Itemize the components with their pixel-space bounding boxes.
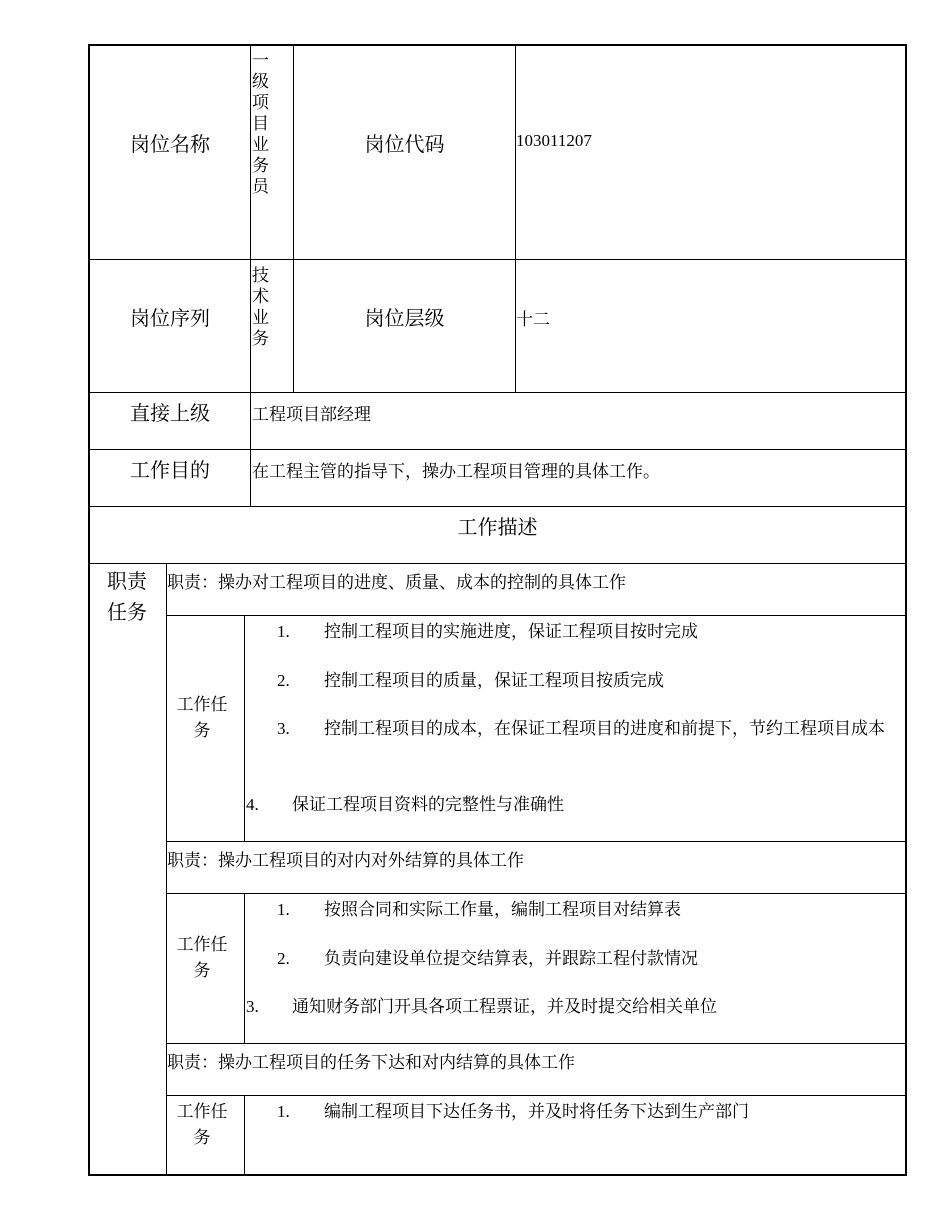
- purpose-value: 在工程主管的指导下，操办工程项目管理的具体工作。: [252, 462, 660, 481]
- border-left: [88, 44, 90, 1176]
- task-item: [277, 716, 889, 741]
- task-item: [277, 668, 664, 693]
- task-text: 保证工程项目资料的完整性与准确性: [292, 795, 564, 814]
- task-text: 控制工程项目的质量，保证工程项目按质完成: [324, 671, 664, 690]
- task-number: 1.: [277, 1102, 290, 1121]
- row-divider: [88, 563, 907, 564]
- row-divider: [166, 1095, 907, 1096]
- task-text: 按照合同和实际工作量，编制工程项目对结算表: [324, 900, 681, 919]
- post-code-label: 岗位代码: [364, 134, 445, 156]
- section-title: 工作描述: [457, 517, 538, 539]
- task-text: 控制工程项目的实施进度，保证工程项目按时完成: [324, 622, 698, 641]
- duty-title: 职责：操办对工程项目的进度、质量、成本的控制的具体工作: [167, 573, 626, 592]
- row-divider: [88, 449, 907, 450]
- row-divider: [88, 506, 907, 507]
- task-item: [277, 897, 681, 922]
- row-divider: [166, 615, 907, 616]
- task-item: [246, 994, 717, 1019]
- task-text: 编制工程项目下达任务书，并及时将任务下达到生产部门: [324, 1102, 749, 1121]
- superior-label: 直接上级: [130, 403, 210, 425]
- post-name-value: 一级项目业务员: [252, 51, 269, 196]
- row-divider: [88, 392, 907, 393]
- post-series-value: 技术业务: [252, 266, 269, 348]
- post-series-label: 岗位序列: [130, 308, 210, 330]
- task-item: [246, 792, 564, 817]
- col-divider: [244, 1095, 245, 1175]
- task-number: 2.: [277, 671, 290, 690]
- task-number: 2.: [277, 949, 290, 968]
- task-item: [277, 1099, 749, 1124]
- col-divider: [515, 44, 516, 392]
- task-text: 负责向建设单位提交结算表，并跟踪工程付款情况: [324, 949, 698, 968]
- work-task-label: 工作任务: [176, 1102, 228, 1147]
- col-divider: [250, 44, 251, 506]
- task-item: [277, 619, 698, 644]
- post-code-value: 103011207: [516, 131, 592, 150]
- duty-task-label: 职责任务: [107, 571, 147, 624]
- task-text: 控制工程项目的成本，在保证工程项目的进度和前提下，节约工程项目成本: [324, 719, 885, 738]
- border-right: [905, 44, 907, 1176]
- post-name-label: 岗位名称: [130, 134, 210, 156]
- col-divider: [293, 44, 294, 392]
- border-bottom: [88, 1174, 907, 1176]
- row-divider: [88, 259, 907, 260]
- row-divider: [166, 893, 907, 894]
- purpose-label: 工作目的: [130, 460, 210, 482]
- task-number: 3.: [246, 997, 259, 1016]
- task-number: 1.: [277, 622, 290, 641]
- task-item: [277, 946, 698, 971]
- task-text: 通知财务部门开具各项工程票证，并及时提交给相关单位: [292, 997, 717, 1016]
- row-divider: [166, 1043, 907, 1044]
- post-level-value: 十二: [516, 310, 550, 329]
- duty-title: 职责：操办工程项目的对内对外结算的具体工作: [167, 851, 524, 870]
- post-level-label: 岗位层级: [364, 308, 445, 330]
- duty-title: 职责：操办工程项目的任务下达和对内结算的具体工作: [167, 1053, 575, 1072]
- row-divider: [166, 841, 907, 842]
- work-task-label: 工作任务: [176, 695, 228, 740]
- col-divider: [244, 893, 245, 1043]
- border-top: [88, 44, 907, 46]
- col-divider: [244, 615, 245, 841]
- task-number: 1.: [277, 900, 290, 919]
- task-number: 3.: [277, 719, 290, 738]
- work-task-label: 工作任务: [176, 935, 228, 980]
- task-number: 4.: [246, 795, 259, 814]
- superior-value: 工程项目部经理: [252, 405, 371, 424]
